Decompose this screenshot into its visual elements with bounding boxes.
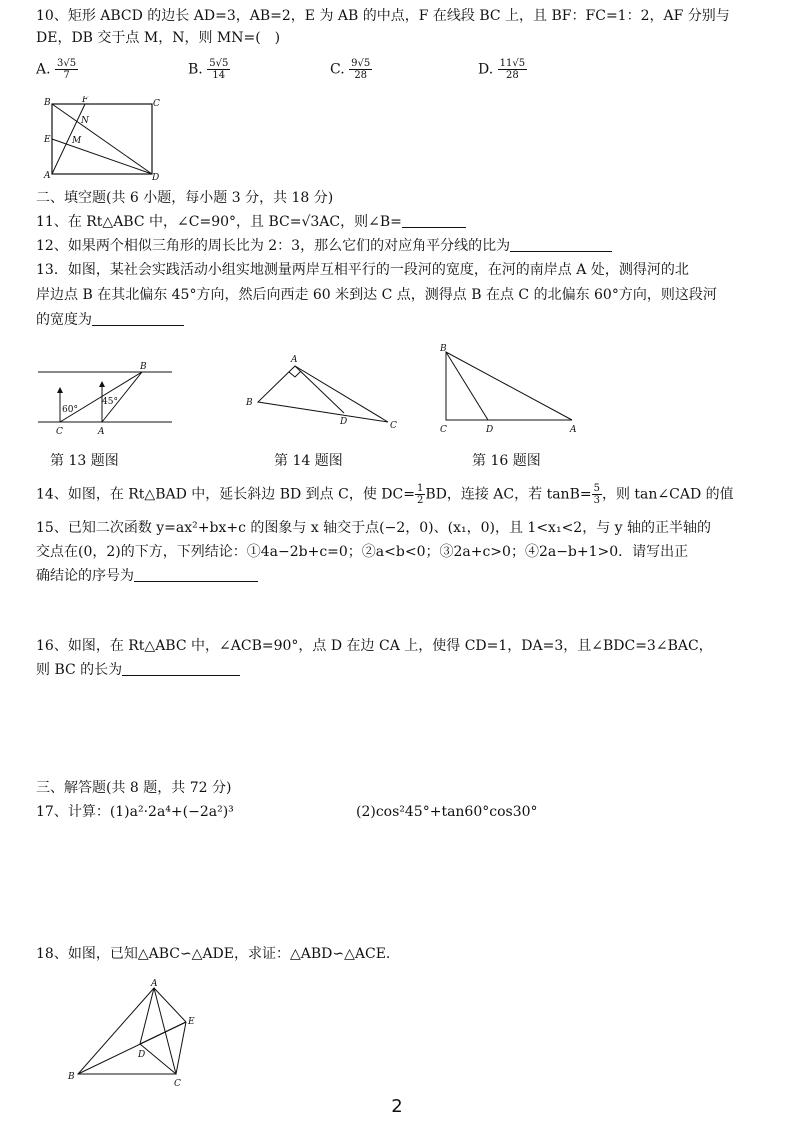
q16-line2-text: 则 BC 的长为 xyxy=(36,662,123,678)
q10-option-c[interactable] xyxy=(330,58,372,81)
q14-part1: 14、如图，在 Rt△BAD 中，延长斜边 BD 到点 C，使 DC= xyxy=(36,486,415,503)
q13-line1: 13．如图，某社会实践活动小组实地测量两岸互相平行的一段河的宽度，在河的南岸点 A 处，测得河的北 xyxy=(36,262,689,278)
label-c: C xyxy=(390,421,397,431)
q13-line3 xyxy=(36,310,184,330)
q15-line2: 交点在(0，2)的下方，下列结论：①4a−2b+c=0；②a<b<0；③2a+c>0；④2a−b+1>0．请写出正 xyxy=(36,544,689,560)
q16-answer-blank[interactable] xyxy=(122,661,240,676)
label-a: A xyxy=(570,425,577,435)
label-d: D xyxy=(138,1050,146,1060)
q14-part2: BD，连接 AC，若 tanB= xyxy=(425,486,592,503)
q10-figure xyxy=(40,96,165,180)
q16-line2 xyxy=(36,660,240,680)
q17-part1: 17、计算：(1)a²·2a⁴+(−2a²)³ xyxy=(36,804,234,820)
label-d: D xyxy=(340,417,348,427)
caption-fig13: 第 13 题图 xyxy=(50,453,119,469)
option-a-fraction: $\frac{3√5}{7}$ xyxy=(57,58,77,81)
label-a: A xyxy=(44,171,51,180)
label-a: A xyxy=(291,355,298,365)
q10-line2: DE，DB 交于点 M，N，则 MN=( ) xyxy=(36,30,281,46)
q12-answer-blank[interactable] xyxy=(510,237,612,252)
option-d-label: D. xyxy=(478,61,494,78)
q12 xyxy=(36,236,612,256)
q13-answer-blank[interactable] xyxy=(92,311,184,326)
q14-part3: ，则 tan∠CAD 的值 xyxy=(601,486,734,503)
angle-60-label: 60° xyxy=(62,405,78,415)
label-b: B xyxy=(68,1072,75,1082)
label-b: B xyxy=(44,98,51,108)
label-a: A xyxy=(151,979,158,989)
option-c-label: C. xyxy=(330,61,345,78)
label-n: N xyxy=(81,116,89,126)
caption-fig14: 第 14 题图 xyxy=(274,453,343,469)
q10-option-a[interactable] xyxy=(36,58,78,81)
q18-figure xyxy=(62,978,212,1088)
q10-option-b[interactable] xyxy=(188,58,230,81)
q14-fraction-2: $\frac{5}{3}$ xyxy=(593,483,600,506)
label-c: C xyxy=(56,427,63,437)
q13-line3-text: 的宽度为 xyxy=(36,312,92,328)
option-d-fraction: $\frac{11√5}{28}$ xyxy=(499,58,526,81)
label-c: C xyxy=(153,99,160,109)
q10-option-d[interactable] xyxy=(478,58,527,81)
label-c: C xyxy=(174,1079,181,1088)
q15-line3 xyxy=(36,566,258,586)
option-c-fraction: $\frac{9√5}{28}$ xyxy=(351,58,371,81)
q10-line1: 10、矩形 ABCD 的边长 AD=3，AB=2，E 为 AB 的中点，F 在线段 BC 上，且 BF：FC=1：2，AF 分别与 xyxy=(36,8,730,24)
section-2-heading: 二、填空题(共 6 小题，每小题 3 分，共 18 分) xyxy=(36,190,334,206)
q14 xyxy=(36,483,734,506)
label-m: M xyxy=(72,136,82,146)
q14-fraction-1: $\frac{1}{2}$ xyxy=(416,483,424,506)
option-b-fraction: $\frac{5√5}{14}$ xyxy=(209,58,229,81)
label-e: E xyxy=(188,1017,195,1027)
q11-text: 11、在 Rt△ABC 中，∠C=90°，且 BC=√3AC，则∠B= xyxy=(36,214,402,230)
label-a: A xyxy=(98,427,105,437)
q15-line1: 15、已知二次函数 y=ax²+bx+c 的图象与 x 轴交于点(−2，0)、(x₁，0)，且 1<x₁<2，与 y 轴的正半轴的 xyxy=(36,520,712,536)
q15-answer-blank[interactable] xyxy=(134,567,258,582)
q14-figure xyxy=(240,352,400,432)
option-b-label: B. xyxy=(188,61,203,78)
label-b: B xyxy=(440,344,447,354)
label-e: E xyxy=(44,135,51,145)
q16-line1: 16、如图，在 Rt△ABC 中，∠ACB=90°，点 D 在边 CA 上，使得 CD=1，DA=3，且∠BDC=3∠BAC， xyxy=(36,638,713,654)
label-d: D xyxy=(152,173,160,180)
label-d: D xyxy=(486,425,494,435)
angle-45-label: 45° xyxy=(102,397,118,407)
q12-text: 12、如果两个相似三角形的周长比为 2：3，那么它们的对应角平分线的比为 xyxy=(36,238,511,254)
q13-line2: 岸边点 B 在其北偏东 45°方向，然后向西走 60 米到达 C 点，测得点 B 在点 C 的北偏东 60°方向，则这段河 xyxy=(36,287,717,303)
q11-answer-blank[interactable] xyxy=(402,213,466,228)
q13-figure xyxy=(36,360,176,438)
q11 xyxy=(36,212,466,232)
label-b: B xyxy=(140,362,147,372)
section-3-heading: 三、解答题(共 8 题，共 72 分) xyxy=(36,780,232,796)
page-number: 2 xyxy=(391,1096,403,1117)
caption-fig16: 第 16 题图 xyxy=(472,453,541,469)
label-f: F xyxy=(82,96,89,105)
q17-part2: (2)cos²45°+tan60°cos30° xyxy=(356,804,538,820)
q18: 18、如图，已知△ABC∽△ADE，求证：△ABD∽△ACE. xyxy=(36,946,391,962)
label-c: C xyxy=(440,425,447,435)
q15-line3-text: 确结论的序号为 xyxy=(36,568,134,584)
q16-figure xyxy=(432,342,592,436)
option-a-label: A. xyxy=(36,61,51,78)
label-b: B xyxy=(246,398,253,408)
